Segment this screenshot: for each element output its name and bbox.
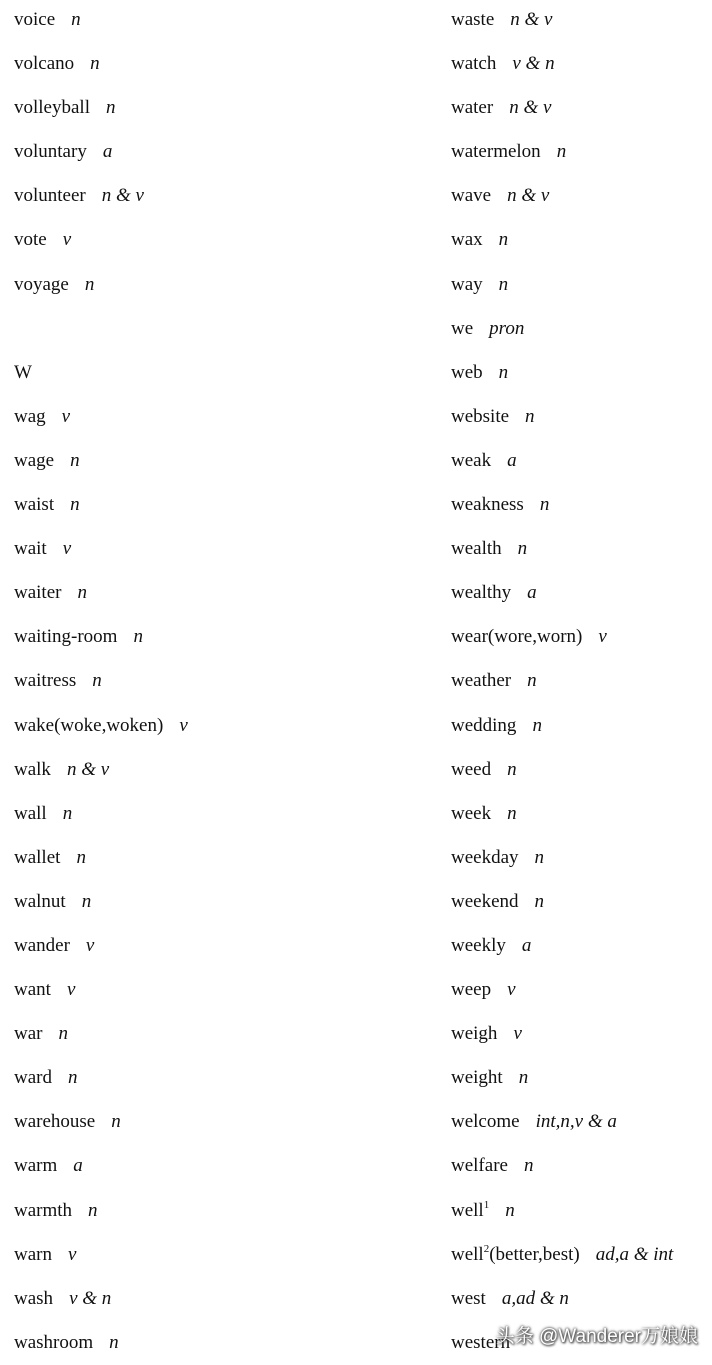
- entry-week: week n: [451, 802, 517, 824]
- watermark-text: 头条 @Wanderer万娘娘: [495, 1326, 698, 1347]
- entry-we: we pron: [451, 317, 525, 339]
- entry-volleyball: volleyball n: [14, 97, 116, 119]
- entry-war: war n: [14, 1023, 68, 1045]
- entry-waiter: waiter n: [14, 582, 87, 604]
- superscript-number: 2: [483, 1242, 490, 1255]
- entry-wait: wait v: [14, 538, 72, 560]
- entry-weigh: weigh v: [451, 1023, 522, 1045]
- entry-weakness: weakness n: [451, 494, 550, 516]
- entry-wealthy: wealthy a: [451, 582, 537, 604]
- entry-wedding: wedding n: [451, 714, 542, 736]
- entry-wage: wage n: [14, 449, 80, 471]
- entry-web: web n: [451, 361, 509, 383]
- entry-wear: wear(wore,worn) v: [451, 626, 607, 648]
- entry-wash: wash v & n: [14, 1287, 112, 1309]
- entry-warehouse: warehouse n: [14, 1111, 121, 1133]
- entry-western: western: [451, 1331, 511, 1353]
- entry-wallet: wallet n: [14, 846, 86, 868]
- entry-way: way n: [451, 273, 509, 295]
- entry-walk: walk n & v: [14, 758, 110, 780]
- entry-weak: weak a: [451, 449, 517, 471]
- entry-wax: wax n: [451, 229, 509, 251]
- entry-waitress: waitress n: [14, 670, 102, 692]
- entry-welfare: welfare n: [451, 1155, 534, 1177]
- entry-waiting-room: waiting-room n: [14, 626, 143, 648]
- entry-volcano: volcano n: [14, 53, 100, 75]
- entry-voyage: voyage n: [14, 273, 95, 295]
- entry-washroom: washroom n: [14, 1331, 119, 1353]
- entry-wall: wall n: [14, 802, 73, 824]
- entry-weather: weather n: [451, 670, 537, 692]
- entry-welcome: welcome int,n,v & a: [451, 1111, 617, 1133]
- entry-wander: wander v: [14, 934, 95, 956]
- entry-west: west a,ad & n: [451, 1287, 569, 1309]
- entry-weekly: weekly a: [451, 934, 532, 956]
- entry-wealth: wealth n: [451, 538, 528, 560]
- source-watermark: [496, 1321, 698, 1348]
- entry-vote: vote v: [14, 229, 72, 251]
- entry-weekday: weekday n: [451, 846, 545, 868]
- entry-watermelon: watermelon n: [451, 141, 567, 163]
- entry-ward: ward n: [14, 1067, 78, 1089]
- entry-waste: waste n & v: [451, 9, 553, 30]
- entry-wave: wave n & v: [451, 185, 550, 207]
- entry-walnut: walnut n: [14, 890, 92, 912]
- entry-watch: watch v & n: [451, 53, 555, 75]
- superscript-number: 1: [483, 1198, 490, 1211]
- entry-website: website n: [451, 405, 535, 427]
- entry-warn: warn v: [14, 1243, 77, 1265]
- blank-row: [14, 307, 434, 351]
- entry-weekend: weekend n: [451, 890, 545, 912]
- entry-waist: waist n: [14, 494, 80, 516]
- entry-warm: warm a: [14, 1155, 83, 1177]
- entry-wake: wake(woke,woken) v: [14, 714, 188, 736]
- entry-volunteer: volunteer n & v: [14, 185, 144, 207]
- entry-voluntary: voluntary a: [14, 141, 113, 163]
- entry-voice: voice n: [14, 9, 81, 30]
- entry-wag: wag v: [14, 405, 71, 427]
- entry-water: water n & v: [451, 97, 552, 119]
- letter-heading-w: W: [14, 361, 32, 383]
- entry-weep: weep v: [451, 979, 516, 1001]
- entry-want: want v: [14, 979, 76, 1001]
- entry-weed: weed n: [451, 758, 517, 780]
- left-word-column: [14, 0, 434, 1365]
- right-word-column: [451, 0, 711, 1365]
- entry-weight: weight n: [451, 1067, 529, 1089]
- entry-well-1: well$^1$ n: [451, 1198, 515, 1221]
- entry-well-2: well$^2$(better,best) ad,a & int: [451, 1242, 674, 1265]
- entry-warmth: warmth n: [14, 1199, 98, 1221]
